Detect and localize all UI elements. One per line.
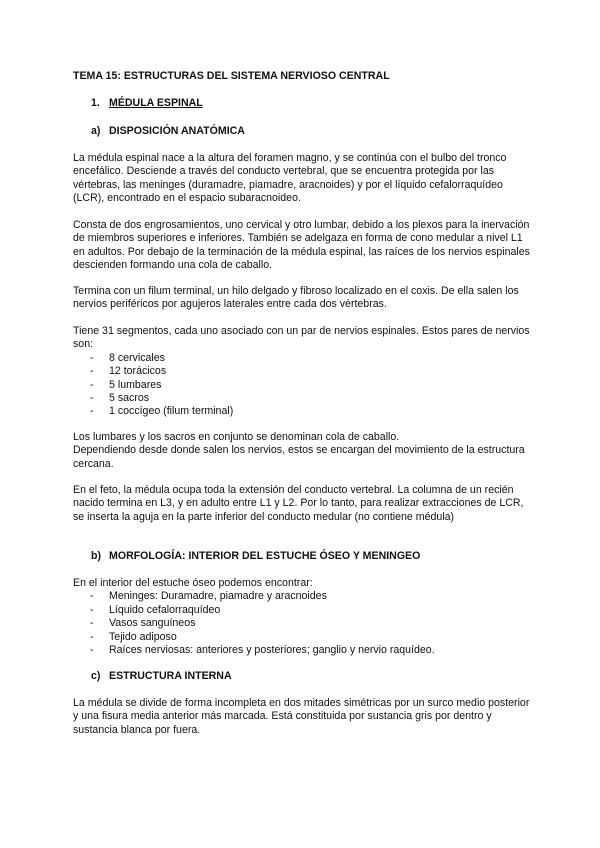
paragraph-6: En el feto, la médula ocupa toda la extensión del conducto vertebral. La columna de un recién nacido termina en L3, y en adulto entre L1 y L2. Por lo tanto, para realizar extracciones de LCR, se inserta la aguja en la parte inferior del conducto medular (no contiene médula) (73, 484, 524, 523)
paragraph-7: En el interior del estuche óseo podemos encontrar: (73, 577, 313, 589)
page-title: TEMA 15: ESTRUCTURAS DEL SISTEMA NERVIOSO CENTRAL (73, 70, 390, 82)
list-item: - 5 sacros (73, 392, 535, 405)
list-item: - Tejido adiposo (73, 631, 535, 644)
list-item: - Meninges: Duramadre, piamadre y aracnoides (73, 590, 535, 603)
contents-block (73, 577, 535, 657)
subsection-letter: c) (91, 670, 101, 682)
paragraph-4: Tiene 31 segmentos, cada uno asociado con un par de nervios espinales. Estos pares de nervios son: (73, 325, 530, 351)
subsection-label: MORFOLOGÍA: INTERIOR DEL ESTUCHE ÓSEO Y MENINGEO (109, 550, 421, 562)
subsection-heading-c (91, 670, 553, 683)
segments-list (73, 352, 535, 419)
list-item: - 5 lumbares (73, 379, 535, 392)
paragraph-1: La médula espinal nace a la altura del foramen magno, y se continúa con el bulbo del tronco encefálico. Desciende a través del conducto vertebral, que se encuentra protegida por las vértebras, las meninges (duramadre, piamadre, aracnoides) y por el líquido cefalorraquídeo (LCR), encontrado en el espacio subaracnoideo. (73, 152, 507, 205)
subsection-label: ESTRUCTURA INTERNA (109, 670, 232, 682)
section-heading-1 (91, 97, 553, 110)
list-item: - 8 cervicales (73, 352, 535, 365)
paragraph-8: La médula se divide de forma incompleta en dos mitades simétricas por un surco medio posterior y una fisura media anterior más marcada. Está constituida por sustancia gris por dentro y sustancia blanca por fuera. (73, 697, 530, 736)
list-item: - 1 coccígeo (filum terminal) (73, 405, 535, 418)
paragraph-5 (73, 431, 535, 471)
subsection-heading-a (91, 125, 553, 138)
subsection-heading-b (91, 550, 553, 563)
segments-block (73, 325, 535, 419)
list-item: - Líquido cefalorraquídeo (73, 604, 535, 617)
subsection-letter: a) (91, 125, 101, 137)
section-number: 1. (91, 97, 100, 109)
paragraph-3: Termina con un filum terminal, un hilo delgado y fibroso localizado en el coxis. De ella salen los nervios periféricos por agujeros laterales entre cada dos vértebras. (73, 285, 519, 311)
list-item: - Raíces nerviosas: anteriores y posteriores; ganglio y nervio raquídeo. (73, 644, 535, 657)
list-item: - Vasos sanguíneos (73, 617, 535, 630)
contents-list (73, 590, 535, 657)
list-item: - 12 torácicos (73, 365, 535, 378)
paragraph-5a: Los lumbares y los sacros en conjunto se denominan cola de caballo. (73, 431, 400, 443)
subsection-letter: b) (91, 550, 101, 562)
paragraph-2: Consta de dos engrosamientos, uno cervical y otro lumbar, debido a los plexos para la inervación de miembros superiores e inferiores. También se adelgaza en forma de cono medular a nivel L1 en adultos. Por debajo de la terminación de la médula espinal, las raíces de los nervios espinales descienden formando una cola de caballo. (73, 219, 530, 272)
paragraph-5b: Dependiendo desde donde salen los nervios, estos se encargan del movimiento de la estructura cercana. (73, 444, 525, 470)
section-label: MÉDULA ESPINAL (109, 97, 203, 109)
subsection-label: DISPOSICIÓN ANATÓMICA (109, 125, 245, 137)
